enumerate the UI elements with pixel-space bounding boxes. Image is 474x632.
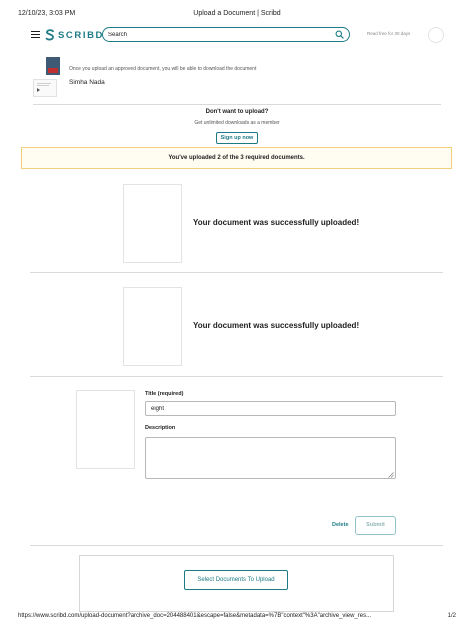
search-box[interactable] [102, 27, 350, 42]
upsell-subtitle: Get unlimited downloads as a member [194, 120, 280, 126]
divider [30, 545, 443, 546]
logo-text: SCRIBD [58, 29, 105, 41]
submit-button[interactable]: Submit [355, 516, 396, 535]
document-author: Simha Nada [69, 79, 105, 86]
print-footer [18, 613, 456, 623]
title-label: Title (required) [145, 391, 184, 397]
uploaded-document-thumbnail [123, 287, 182, 366]
top-nav-bar [0, 26, 474, 46]
description-label: Description [145, 425, 176, 431]
divider [30, 272, 443, 273]
title-input[interactable] [145, 401, 396, 416]
upload-dropzone[interactable] [79, 555, 394, 612]
description-input[interactable] [145, 437, 396, 479]
divider [30, 376, 443, 377]
document-info [33, 55, 441, 100]
print-url: https://www.scribd.com/upload-document?archive_doc=204488401&escape=false&metadata=%7B"context"%3A"archive_view_res... [18, 613, 372, 619]
document-preview-thumbnail[interactable] [33, 79, 57, 97]
print-page-title: Upload a Document | Scribd [193, 10, 281, 17]
divider [33, 104, 441, 105]
resize-handle-icon[interactable] [388, 472, 394, 478]
search-input[interactable] [108, 29, 328, 40]
upload-success-message: Your document was successfully uploaded! [193, 321, 360, 330]
document-thumbnail[interactable] [46, 57, 60, 75]
print-page-number: 1/2 [447, 613, 456, 619]
uploaded-document-thumbnail [123, 184, 182, 263]
download-note: Once you upload an approved document, you will be able to download the document [69, 66, 257, 72]
play-icon [37, 88, 40, 92]
upload-progress-banner: You've uploaded 2 of the 3 required documents. [21, 147, 452, 169]
scribd-logo-icon [45, 29, 55, 41]
hamburger-icon[interactable] [31, 31, 40, 38]
upsell-section [0, 109, 474, 144]
print-header [18, 10, 456, 22]
avatar[interactable] [428, 27, 444, 43]
upload-success-message: Your document was successfully uploaded! [193, 218, 360, 227]
read-free-link[interactable]: Read free for 30 days [367, 31, 411, 36]
delete-button[interactable]: Delete [332, 522, 349, 528]
sign-up-button[interactable]: Sign up now [216, 132, 259, 144]
select-documents-button[interactable]: Select Documents To Upload [184, 570, 288, 590]
scribd-logo[interactable] [45, 28, 104, 42]
upsell-title: Don't want to upload? [205, 109, 269, 115]
search-icon[interactable] [335, 30, 344, 39]
print-datetime: 12/10/23, 3:03 PM [18, 10, 76, 17]
document-thumbnail-placeholder [76, 390, 135, 469]
